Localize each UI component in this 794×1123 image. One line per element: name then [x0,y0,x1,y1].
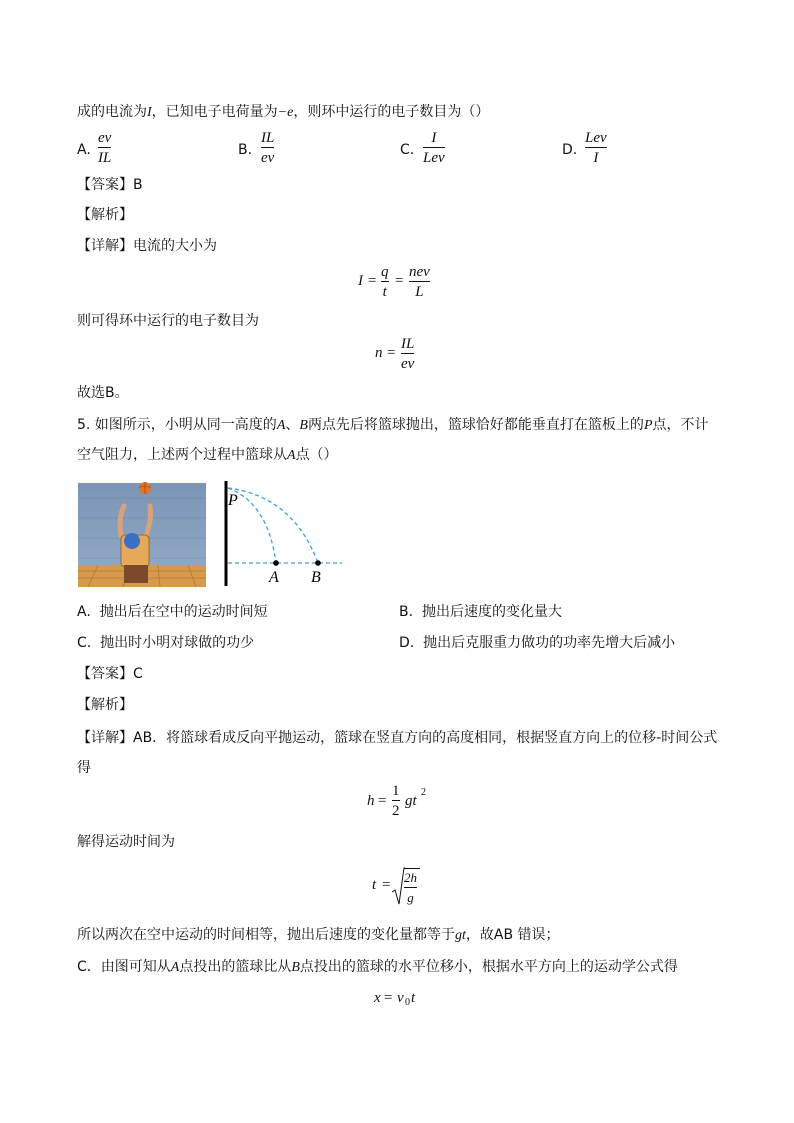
q5-figure [78,478,348,590]
q5-option-d: D. 抛出后克服重力做功的功率先增大后减小 [399,635,676,651]
label-a: A [269,569,279,586]
q4-stem: 成的电流为I，已知电子电荷量为−e，则环中运行的电子数目为（） [77,104,490,120]
q5-solve-time: 解得运动时间为 [77,834,175,850]
q4-answer: 【答案】B [77,177,143,193]
q5-stem-line1: 5. 如图所示，小明从同一高度的A、B两点先后将篮球抛出，篮球恰好都能垂直打在篮板上的P点，不计 [77,417,709,433]
cap-icon [124,533,140,549]
q4-then: 则可得环中运行的电子数目为 [77,313,259,329]
q5-c-line: C．由图可知从A点投出的篮球比从B点投出的篮球的水平位移小，根据水平方向上的运动学公式得 [77,959,678,975]
q5-detail-line2: 得 [77,760,91,776]
q5-analysis-heading: 【解析】 [77,697,133,713]
point-b-dot [315,560,321,566]
q4-analysis-heading: 【解析】 [77,207,133,223]
q5-answer: 【答案】C [77,666,143,682]
player-illustration [78,482,206,587]
q5-option-b: B. 抛出后速度的变化量大 [399,604,562,620]
q5-same-time: 所以两次在空中运动的时间相等，抛出后速度的变化量都等于gt，故AB 错误； [77,927,560,943]
trajectory-b [228,488,318,563]
q5-stem-line2: 空气阻力，上述两个过程中篮球从A点（） [77,447,338,463]
label-p: P [228,492,238,509]
point-a-dot [273,560,279,566]
q5-detail-line1: 【详解】AB．将篮球看成反向平抛运动，篮球在竖直方向的高度相同，根据竖直方向上的位移-时间公式 [77,730,718,746]
q5-option-a: A. 抛出后在空中的运动时间短 [77,604,268,620]
q5-option-c: C. 抛出时小明对球做的功少 [77,635,255,651]
basketball-figure [78,478,348,590]
label-b: B [311,569,321,586]
q4-detail: 【详解】电流的大小为 [77,238,217,254]
q4-conclusion: 故选B。 [77,385,129,401]
sqrt-sign [391,866,405,906]
